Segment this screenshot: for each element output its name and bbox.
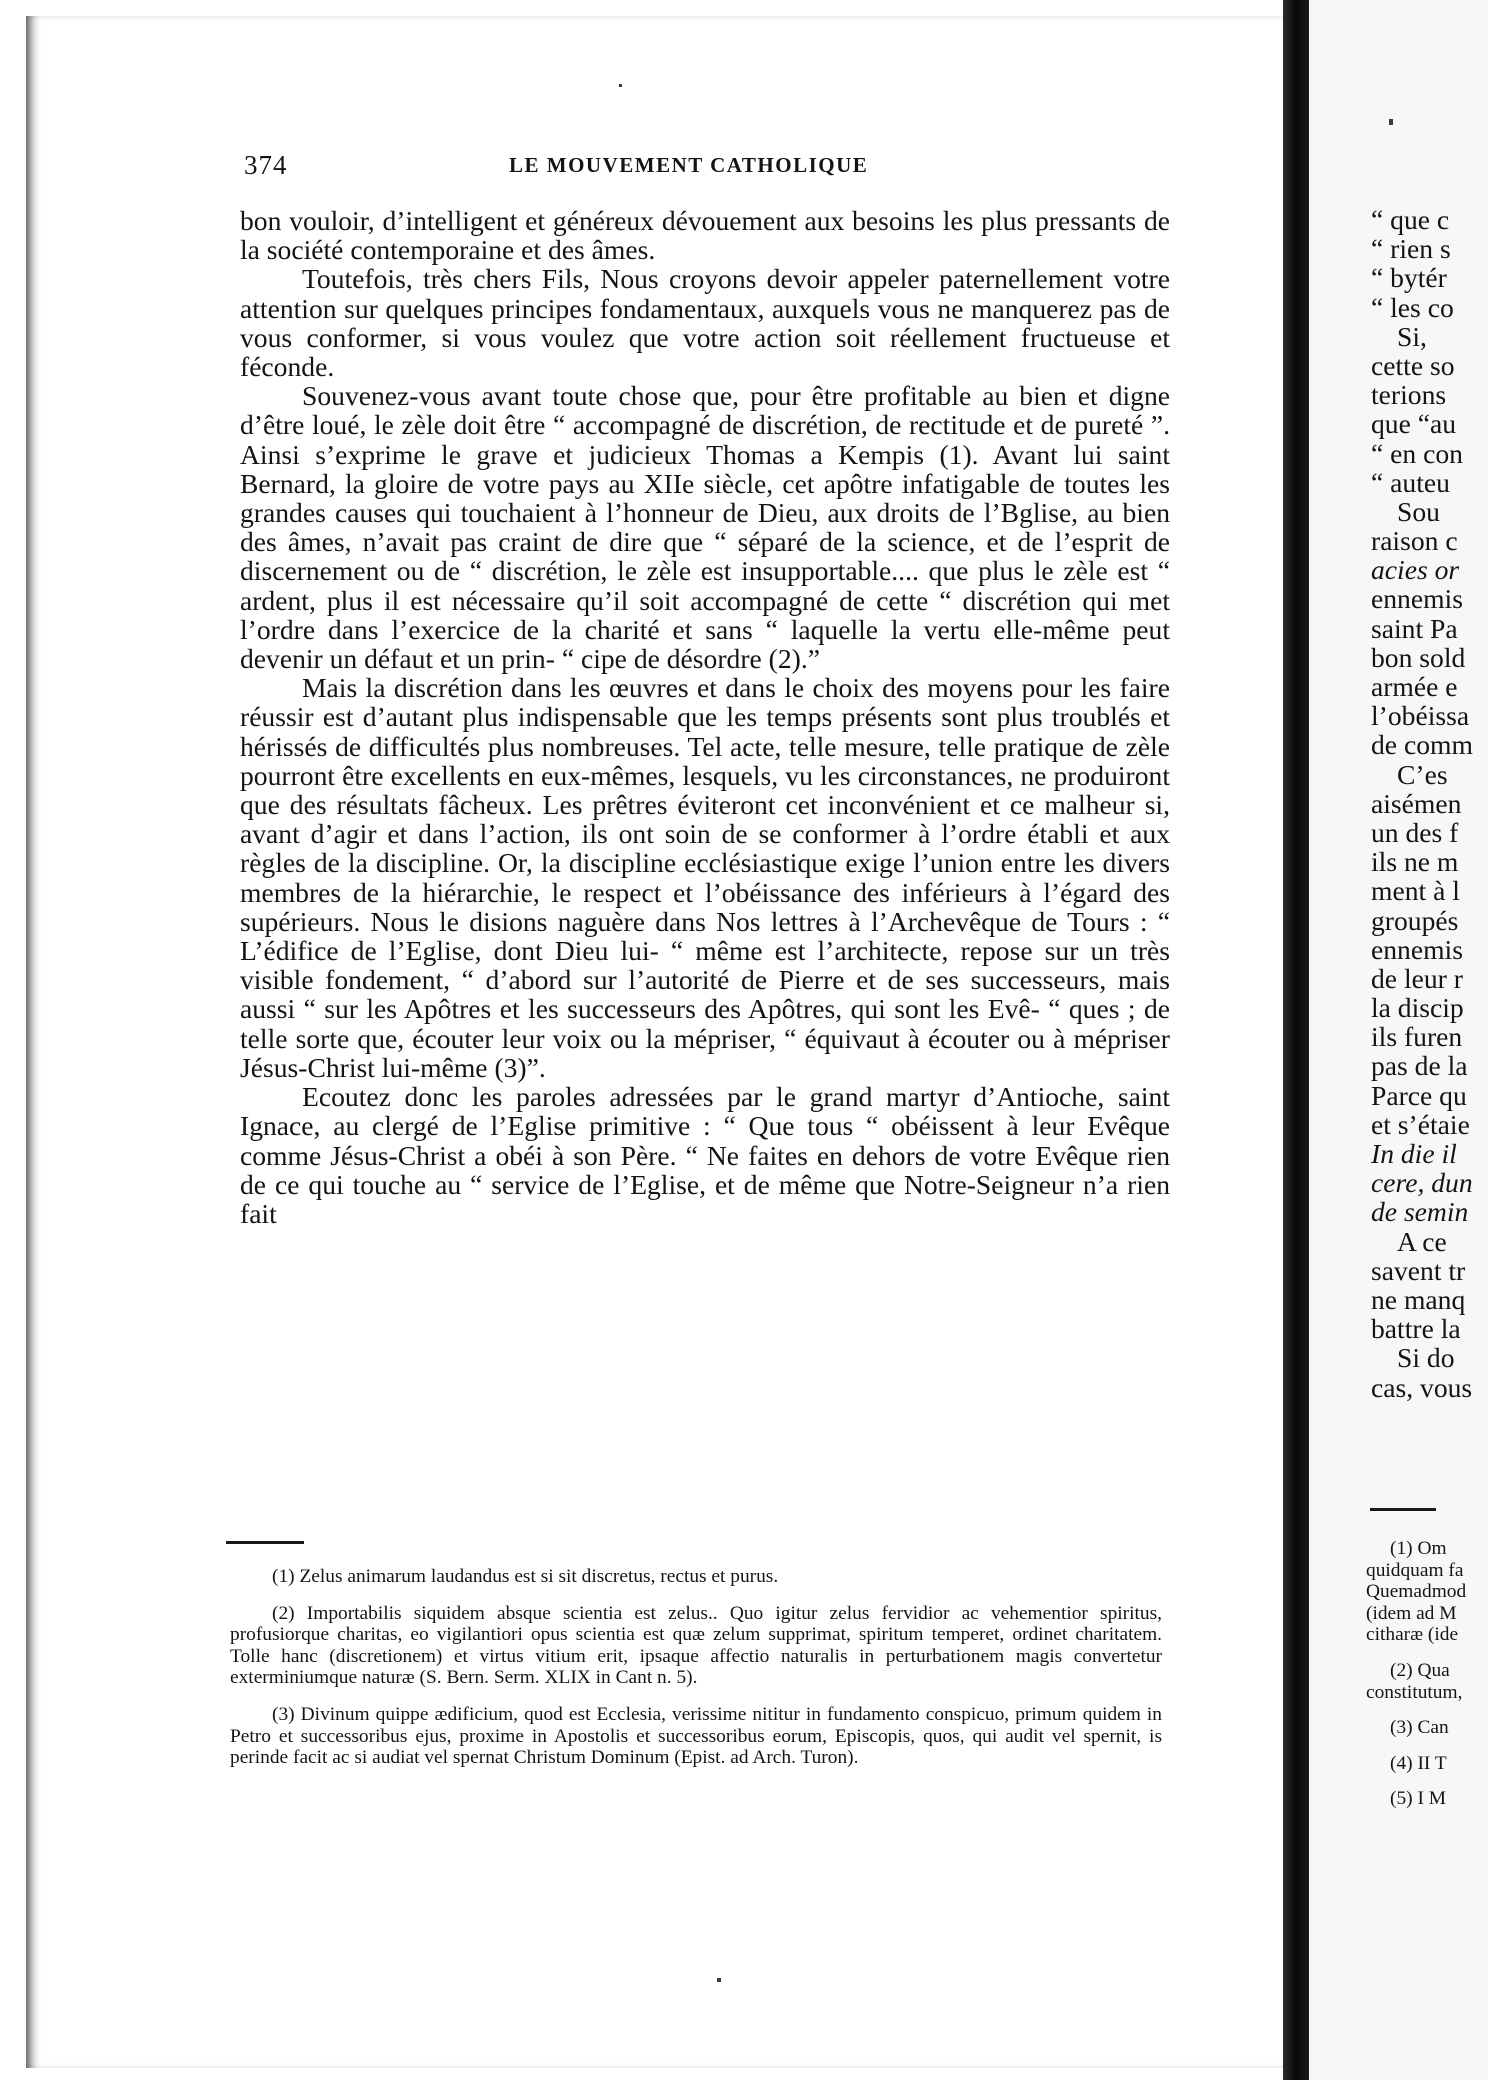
facing-page-text xyxy=(1371,205,1488,1402)
main-text xyxy=(240,206,1170,1228)
footnotes xyxy=(230,1566,1162,1784)
facing-line: raison c xyxy=(1371,525,1458,557)
facing-line: Sou xyxy=(1397,495,1440,527)
paragraph: Toutefois, très chers Fils, Nous croyons devoir appeler paternellement votre attention sur quelques principes fondamentaux, auxquels vous ne manquerez pas de vous conformer, si vous voulez que votre action soit réellement fructueuse et féconde. xyxy=(240,263,1170,383)
paragraph: bon vouloir, d’intelligent et généreux dévouement aux besoins les plus pressants de la société contemporaine et des âmes. xyxy=(240,205,1170,266)
running-title: LE MOUVEMENT CATHOLIQUE xyxy=(509,153,869,177)
facing-note-line: (2) Qua xyxy=(1390,1659,1450,1681)
facing-line: de comm xyxy=(1371,729,1473,761)
scan-speck xyxy=(1389,119,1393,125)
facing-line: armée e xyxy=(1371,671,1458,702)
facing-line: ennemis xyxy=(1371,933,1463,965)
facing-line: A ce xyxy=(1397,1225,1447,1257)
facing-line: battre la xyxy=(1371,1313,1461,1345)
facing-note-line: Quemadmod xyxy=(1366,1581,1467,1603)
paragraph: Souvenez-vous avant toute chose que, pour être profitable au bien et digne d’être loué, le zèle doit être “ accompagné de discrétion, de rectitude et de pureté ”. Ainsi s’exprime le grave et judicieux Thomas a Kempis (1). Avant lui saint Bernard, la gloire de votre pays au XIIe siècle, cet apôtre infatigable de toutes les grandes causes qui touchaient à l’honneur de Dieu, aux droits de l’Bglise, au bien des âmes, n’avait pas craint de dire que “ séparé de la science, et de l’esprit de discernement ou de “ discrétion, le zèle est insupportable.... que plus le zèle est “ ardent, plus il est nécessaire qu’il soit accompagné de cette “ discrétion qui met l’ordre dans l’exercice de la charité et sans “ laquelle la vertu elle-même peut devenir un défaut et un prin- “ cipe de désordre (2).” xyxy=(240,380,1170,675)
scan-speck xyxy=(619,84,622,87)
facing-line: Si, xyxy=(1397,320,1427,352)
facing-line: et s’étaie xyxy=(1371,1108,1470,1140)
facing-line: “ les co xyxy=(1371,291,1454,323)
facing-note-line: (3) Can xyxy=(1390,1717,1449,1739)
facing-note-line: (4) II T xyxy=(1390,1752,1447,1774)
facing-line: ment à l xyxy=(1371,875,1460,907)
footnote: (2) Importabilis siquidem absque scientia est zelus.. Quo igitur zelus fervidior ac vehementior spiritus, profusiorque charitas, eo vigilantiori opus scientia est quæ zelum supprimat, spiritum temperet, ordinet charitatem. Tolle hanc (discretionem) et virtus vitium erit, ipsaque affectio naturalis in perturbationem magis convertetur exterminiumque naturæ (S. Bern. Serm. XLIX in Cant n. 5). xyxy=(230,1602,1162,1689)
facing-note-line: citharæ (ide xyxy=(1366,1624,1459,1646)
facing-line: C’es xyxy=(1397,758,1448,790)
facing-line: de semin xyxy=(1371,1196,1469,1228)
facing-line: Parce qu xyxy=(1371,1079,1467,1111)
facing-line: ennemis xyxy=(1371,583,1463,615)
page-number: 374 xyxy=(244,150,288,180)
facing-line: groupés xyxy=(1371,904,1459,936)
footnote: (1) Zelus animarum laudandus est si sit discretus, rectus et purus. xyxy=(272,1566,779,1587)
facing-line: l’obéissa xyxy=(1371,700,1470,732)
facing-line: In die il xyxy=(1371,1138,1457,1169)
facing-line: cette so xyxy=(1371,349,1455,381)
running-header xyxy=(244,150,1144,182)
facing-page-footnotes xyxy=(1366,1538,1488,1810)
facing-line: ils furen xyxy=(1371,1021,1463,1053)
facing-note-line: constitutum, xyxy=(1366,1681,1463,1703)
facing-line: saint Pa xyxy=(1371,612,1458,644)
facing-line: “ que c xyxy=(1371,204,1450,235)
facing-line: cas, vous xyxy=(1371,1371,1473,1403)
facing-line: “ auteu xyxy=(1371,466,1450,498)
book-gutter xyxy=(1283,0,1309,2080)
facing-line: ne manq xyxy=(1371,1283,1466,1315)
facing-line: “ bytér xyxy=(1371,262,1447,294)
facing-line: pas de la xyxy=(1371,1050,1468,1082)
facing-line: Si do xyxy=(1397,1342,1455,1374)
facing-line: bon sold xyxy=(1371,641,1466,673)
paragraph: Ecoutez donc les paroles adressées par le grand martyr d’Antioche, saint Ignace, au clergé de l’Eglise primitive : “ Que tous “ obéissent à leur Evêque comme Jésus-Christ a obéi à son Père. “ Ne faites en dehors de votre Evêque rien de ce qui touche au “ service de l’Eglise, et de même que Notre-Seigneur n’a rien fait xyxy=(240,1081,1170,1229)
facing-line: cere, dun xyxy=(1371,1167,1473,1199)
scan-speck xyxy=(717,1978,721,1982)
facing-line: un des f xyxy=(1371,816,1459,848)
facing-line: savent tr xyxy=(1371,1254,1466,1286)
facing-note-line: (idem ad M xyxy=(1366,1602,1457,1624)
facing-line: aisémen xyxy=(1371,787,1462,819)
footnote-separator xyxy=(226,1541,304,1544)
facing-line: “ en con xyxy=(1371,437,1463,469)
facing-line: ils ne m xyxy=(1371,846,1459,878)
paragraph: Mais la discrétion dans les œuvres et dans le choix des moyens pour les faire réussir est d’autant plus indispensable que les temps présents sont plus troublés et hérissés de difficultés plus nombreuses. Tel acte, telle mesure, telle pratique de zèle pourront être excellents en eux-mêmes, lesquels, vu les circonstances, ne produiront que des résultats fâcheux. Les prêtres éviteront cet inconvénient et ce malheur si, avant d’agir et dans l’action, ils ont soin de se conformer à l’ordre établi et aux règles de la discipline. Or, la discipline ecclésiastique exige l’union entre les divers membres de la hiérarchie, le respect et l’obéissance des inférieurs à l’égard des supérieurs. Nous le disions naguère dans Nos lettres à l’Archevêque de Tours : “ L’édifice de l’Eglise, dont Dieu lui- “ même est l’architecte, repose sur un très visible fondement, “ d’abord sur l’autorité de Pierre et de ses successeurs, mais aussi “ sur les Apôtres et les successeurs des Apôtres, qui sont les Evê- “ ques ; de telle sorte que, écouter leur voix ou la mépriser, “ équivaut à écouter ou à mépriser Jésus-Christ lui-même (3)”. xyxy=(240,672,1170,1083)
facing-line: la discip xyxy=(1371,992,1464,1024)
footnote: (3) Divinum quippe ædificium, quod est Ecclesia, verissime nititur in fundamento conspicuo, primum quidem in Petro et successoribus ejus, proxime in Apostolis et successoribus eorum, Episcopis, quos, qui audit vel spernit, is perinde facit ac si audiat vel spernat Christum Dominum (Epist. ad Arch. Turon). xyxy=(230,1703,1162,1769)
facing-note-line: quidquam fa xyxy=(1366,1559,1464,1581)
facing-line: acies or xyxy=(1371,554,1460,586)
facing-line: “ rien s xyxy=(1371,233,1451,265)
facing-line: terions xyxy=(1371,379,1447,411)
facing-line: de leur r xyxy=(1371,962,1463,994)
facing-line: que “au xyxy=(1371,408,1457,440)
facing-note-line: (1) Om xyxy=(1390,1538,1447,1559)
facing-note-line: (5) I M xyxy=(1390,1788,1447,1810)
facing-footnote-separator xyxy=(1370,1508,1436,1511)
